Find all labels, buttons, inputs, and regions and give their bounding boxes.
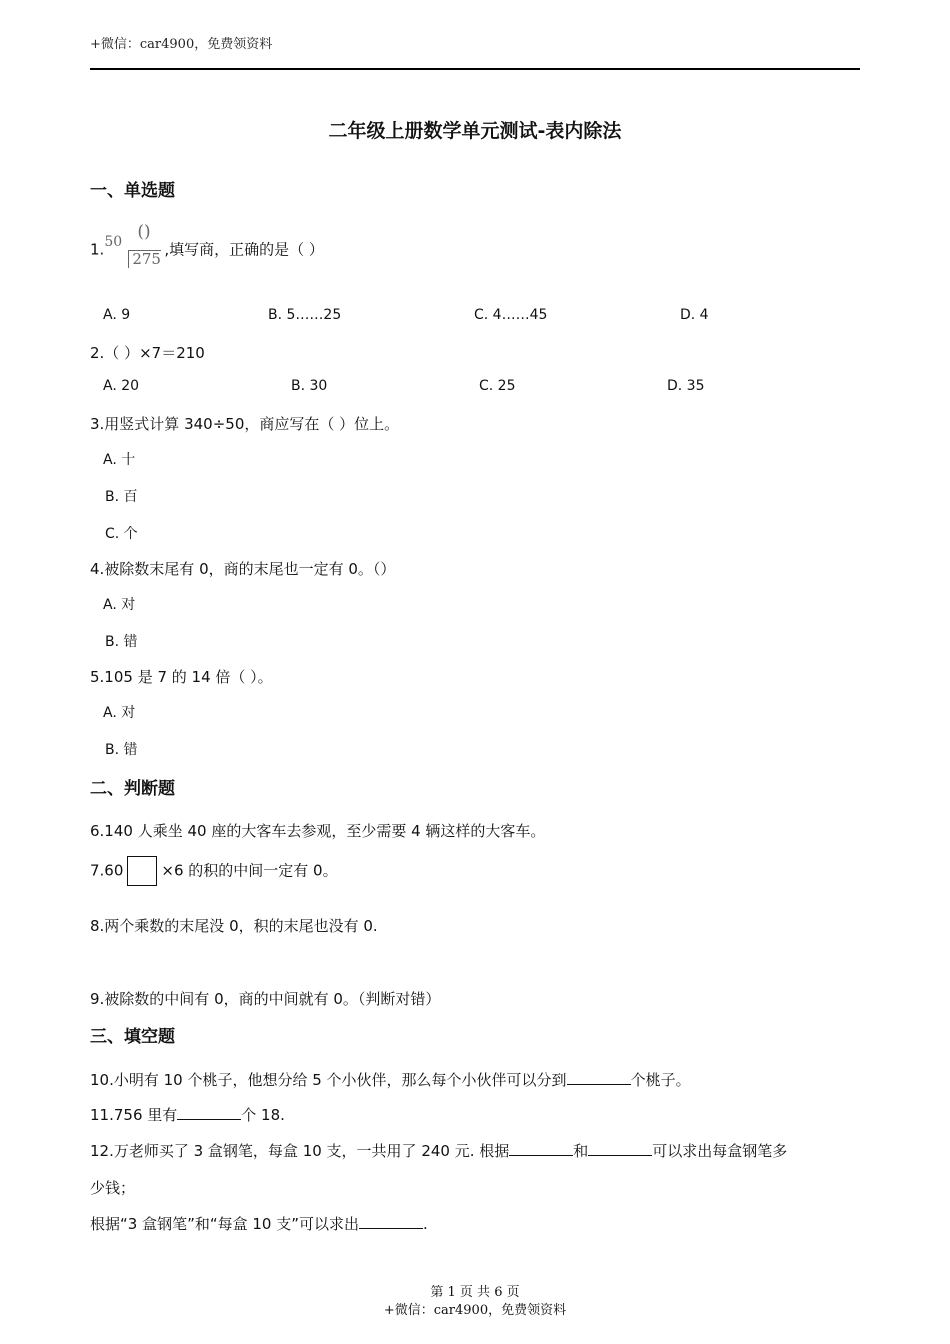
- question-9: 9.被除数的中间有 0，商的中间就有 0。（判断对错）: [90, 990, 441, 1008]
- answer-box[interactable]: [127, 856, 157, 886]
- question-12: [90, 1140, 787, 1161]
- q1-option-b[interactable]: B. 5……25: [268, 307, 342, 323]
- answer-blank[interactable]: [588, 1154, 652, 1156]
- q3-option-c[interactable]: C. 个: [105, 526, 138, 542]
- question-1: [90, 222, 324, 272]
- question-7: [90, 856, 338, 886]
- q1-option-c[interactable]: C. 4……45: [474, 307, 548, 323]
- page-number: 第 1 页 共 6 页: [430, 1285, 520, 1300]
- question-10-prefix: 10.小明有 10 个桃子，他想分给 5 个小伙伴，那么每个小伙伴可以分到: [90, 1071, 567, 1089]
- quotient-placeholder: (): [137, 222, 151, 242]
- question-4: 4.被除数末尾有 0，商的末尾也一定有 0。（）: [90, 560, 396, 578]
- section-title-true-false: 二、判断题: [90, 779, 175, 799]
- question-12-line-3-suffix: .: [423, 1215, 428, 1233]
- question-text: ,填写商，正确的是（ ）: [164, 240, 324, 259]
- q1-option-d[interactable]: D. 4: [680, 307, 709, 323]
- question-10: [90, 1069, 691, 1090]
- question-12-line-2: 少钱；: [90, 1179, 136, 1197]
- q2-option-d[interactable]: D. 35: [667, 378, 705, 394]
- q4-option-a[interactable]: A. 对: [103, 597, 136, 613]
- q2-option-b[interactable]: B. 30: [291, 378, 328, 394]
- answer-blank[interactable]: [177, 1118, 241, 1120]
- question-11-prefix: 11.756 里有: [90, 1106, 178, 1124]
- question-7-suffix: ×6 的积的中间一定有 0。: [161, 861, 338, 880]
- section-title-single-choice: 一、单选题: [90, 181, 175, 201]
- answer-blank[interactable]: [567, 1083, 631, 1085]
- question-5: 5.105 是 7 的 14 倍（ ）。: [90, 668, 273, 686]
- answer-blank[interactable]: [509, 1154, 573, 1156]
- question-12-suffix: 可以求出每盒钢笔多: [652, 1142, 788, 1160]
- question-12-line-3-prefix: 根据“3 盒钢笔”和“每盒 10 支”可以求出: [90, 1215, 360, 1233]
- q3-option-a[interactable]: A. 十: [103, 452, 136, 468]
- q2-option-c[interactable]: C. 25: [479, 378, 516, 394]
- question-12-line-3: [90, 1213, 428, 1234]
- divisor: 50: [104, 234, 123, 250]
- answer-blank[interactable]: [359, 1227, 423, 1229]
- question-7-prefix: 7.60: [90, 861, 124, 880]
- q5-option-a[interactable]: A. 对: [103, 705, 136, 721]
- q3-option-b[interactable]: B. 百: [105, 489, 138, 505]
- q4-option-b[interactable]: B. 错: [105, 634, 138, 650]
- question-11-suffix: 个 18.: [241, 1106, 285, 1124]
- question-2: 2.（ ）×7＝210: [90, 344, 205, 362]
- question-10-suffix: 个桃子。: [630, 1071, 691, 1089]
- section-title-fill-blank: 三、填空题: [90, 1027, 175, 1047]
- question-number: 1.: [90, 240, 105, 259]
- question-3: 3.用竖式计算 340÷50，商应写在（ ）位上。: [90, 415, 400, 433]
- dividend: 275: [128, 250, 161, 268]
- q5-option-b[interactable]: B. 错: [105, 742, 138, 758]
- question-8: 8.两个乘数的末尾没 0，积的末尾也没有 0.: [90, 917, 378, 935]
- header-rule: [90, 68, 860, 70]
- question-6: 6.140 人乘坐 40 座的大客车去参观，至少需要 4 辆这样的大客车。: [90, 822, 546, 840]
- question-12-mid: 和: [573, 1142, 589, 1160]
- question-11: [90, 1104, 285, 1125]
- q2-option-a[interactable]: A. 20: [103, 378, 140, 394]
- header-wechat: +微信：car4900，免费领资料: [90, 37, 273, 52]
- page-title: 二年级上册数学单元测试-表内除法: [328, 120, 622, 142]
- footer-wechat: +微信：car4900，免费领资料: [383, 1303, 567, 1318]
- q1-option-a[interactable]: A. 9: [103, 307, 131, 323]
- question-12-prefix: 12.万老师买了 3 盒钢笔，每盒 10 支，一共用了 240 元. 根据: [90, 1142, 510, 1160]
- long-division-figure: [104, 222, 164, 272]
